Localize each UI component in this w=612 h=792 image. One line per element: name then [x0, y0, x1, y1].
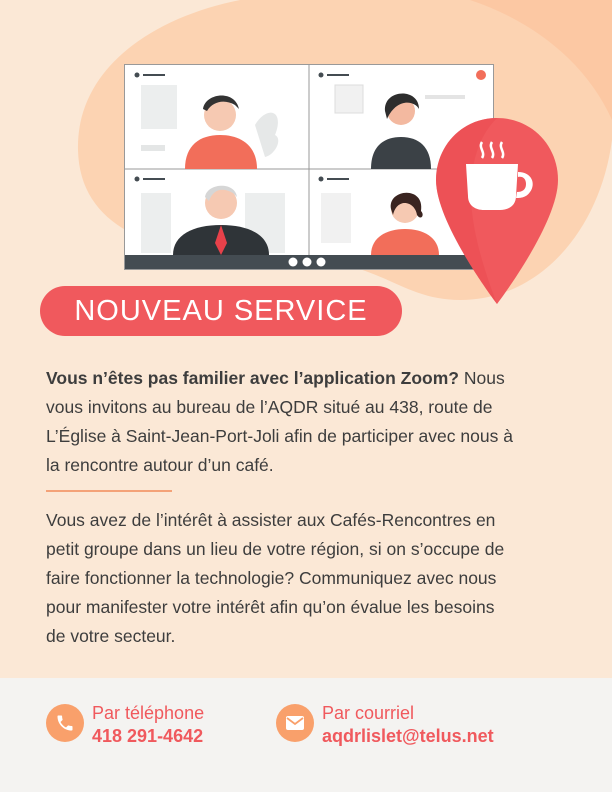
phone-number[interactable]: 418 291-4642 [92, 726, 204, 746]
coffee-location-pin-icon [432, 114, 562, 310]
phone-contact [46, 702, 204, 748]
section-divider [46, 490, 172, 492]
phone-label: Par téléphone [92, 703, 205, 723]
email-address[interactable]: aqdrlislet@telus.net [322, 726, 494, 746]
intro-paragraph [46, 364, 516, 480]
intro-body: Nous vous invitons au bureau de l’AQDR situé au 438, route de L’Église à Saint-Jean-Port-Joli afin de participer avec nous à la rencontre autour d’un café. [46, 368, 513, 475]
intro-lead: Vous n’êtes pas familier avec l’application Zoom? [46, 368, 459, 388]
phone-icon [46, 704, 84, 742]
details-paragraph: Vous avez de l’intérêt à assister aux Cafés-Rencontres en petit groupe dans un lieu de votre région, si on s’occupe de faire fonctionner la technologie? Communiquez avec nous pour manifester votre intérêt afin qu’on évalue les besoins de votre secteur. [46, 510, 505, 646]
email-contact [276, 702, 494, 748]
email-label: Par courriel [322, 703, 415, 723]
new-service-badge: NOUVEAU SERVICE [40, 286, 402, 336]
mail-icon [276, 704, 314, 742]
